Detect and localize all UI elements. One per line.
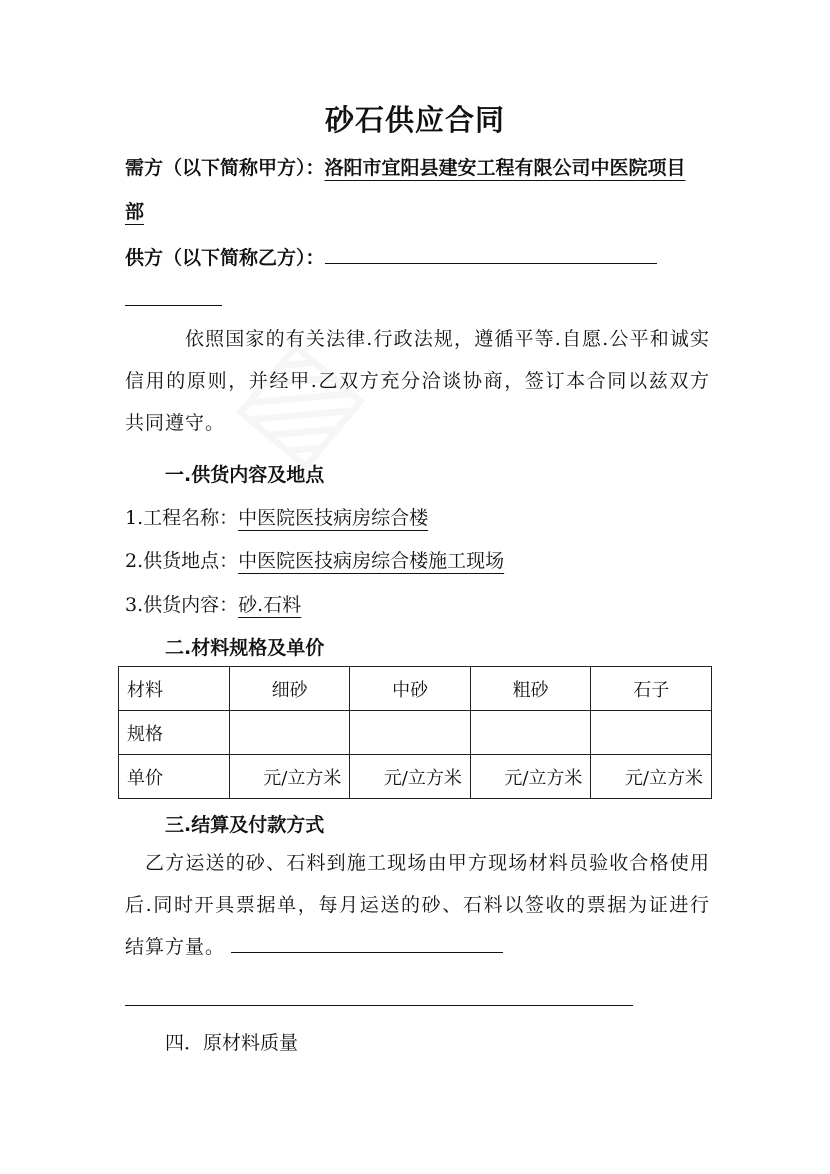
table-row	[119, 755, 712, 799]
table-header-cell: 中砂	[350, 667, 471, 711]
item-value: 砂.石料	[238, 594, 302, 616]
table-cell: 元/立方米	[229, 755, 350, 799]
table-cell	[591, 711, 712, 755]
intro-paragraph: 依照国家的有关法律.行政法规，遵循平等.自愿.公平和诚实信用的原则，并经甲.乙双方充分洽谈协商，签订本合同以兹双方共同遵守。	[125, 328, 710, 434]
settlement-blank	[231, 934, 503, 953]
table-cell: 元/立方米	[350, 755, 471, 799]
contract-title: 砂石供应合同	[324, 103, 505, 137]
table-row-label: 单价	[119, 755, 230, 799]
party-b-line	[125, 243, 657, 270]
item-delivery-content	[125, 590, 301, 617]
table-row	[119, 711, 712, 755]
party-b-blank-cont	[125, 305, 222, 306]
section2-heading: 二.材料规格及单价	[165, 637, 325, 659]
item-label: 1.工程名称：	[125, 507, 239, 529]
item-label: 2.供货地点：	[125, 550, 239, 572]
table-header-cell: 粗砂	[470, 667, 591, 711]
settlement-blank-cont	[125, 1005, 633, 1006]
table-header-cell: 石子	[591, 667, 712, 711]
party-a-value-line2: 部	[125, 201, 145, 223]
party-a-label: 需方（以下简称甲方）：	[125, 157, 325, 179]
table-cell: 元/立方米	[591, 755, 712, 799]
item-project-name	[125, 503, 428, 530]
table-cell	[350, 711, 471, 755]
section1-heading: 一.供货内容及地点	[165, 464, 325, 486]
table-header-cell: 细砂	[229, 667, 350, 711]
spec-price-table	[118, 666, 712, 799]
table-cell: 元/立方米	[470, 755, 591, 799]
table-header-cell: 材料	[119, 667, 230, 711]
table-cell	[229, 711, 350, 755]
party-b-blank	[325, 245, 657, 264]
section4-heading: 四．原材料质量	[165, 1032, 299, 1054]
item-value: 中医院医技病房综合楼施工现场	[238, 550, 505, 572]
item-label: 3.供货内容：	[125, 594, 239, 616]
item-value: 中医院医技病房综合楼	[238, 507, 429, 529]
table-cell	[470, 711, 591, 755]
section3-paragraph	[125, 842, 710, 968]
table-row-label: 规格	[119, 711, 230, 755]
party-b-label: 供方（以下简称乙方）：	[125, 247, 325, 269]
section3-text: 乙方运送的砂、石料到施工现场由甲方现场材料员验收合格使用后.同时开具票据单，每月运送的砂、石料以签收的票据为证进行结算方量。	[125, 852, 710, 958]
party-a-value: 洛阳市宜阳县建安工程有限公司中医院项目	[324, 157, 686, 179]
table-row	[119, 667, 712, 711]
party-a-line	[125, 153, 686, 180]
party-a-value-cont	[125, 197, 144, 224]
section3-heading: 三.结算及付款方式	[165, 814, 325, 836]
item-delivery-location	[125, 546, 504, 573]
